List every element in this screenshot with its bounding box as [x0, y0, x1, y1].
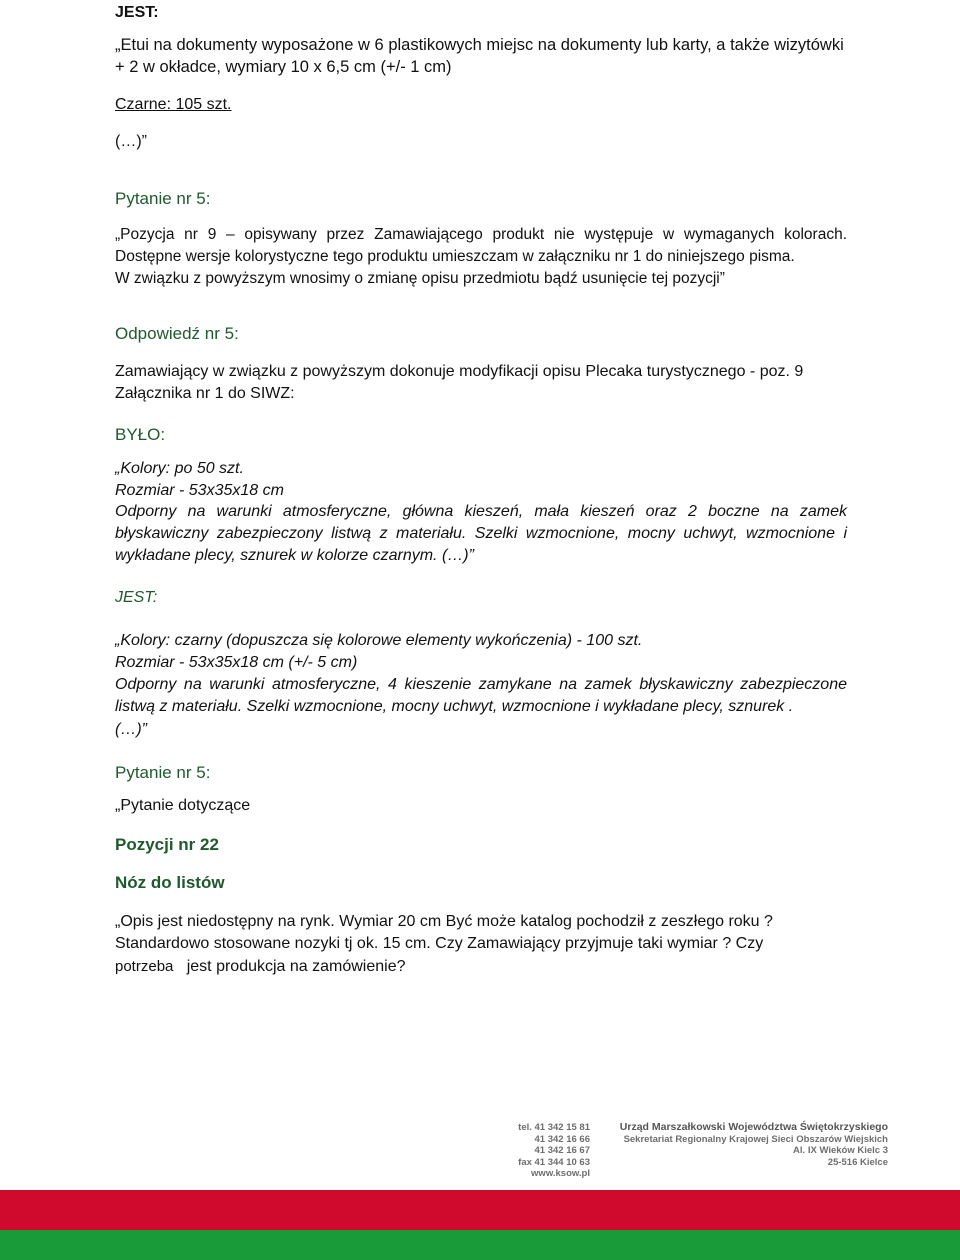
- jest-heading: JEST:: [115, 589, 158, 606]
- question-5b-body-2: Standardowo stosowane nozyki tj ok. 15 cm. Czy Zamawiający przyjmuje taki wymiar ? Czy: [115, 935, 764, 952]
- question-5b-item: Nóz do listów: [115, 873, 225, 892]
- jest-line-3: Odporny na warunki atmosferyczne, 4 kieszenie zamykane na zamek błyskawiczny zabezpieczone listwą z materiału. Szelki wzmocnione, mocny uchwyt, wzmocnione i wykładane plecy, sznurek .: [115, 676, 847, 715]
- top-color-line: Czarne: 105 szt.: [115, 96, 232, 113]
- bylo-line-3: Odporny na warunki atmosferyczne, główna kieszeń, mała kieszeń oraz 2 boczne na zamek błyskawiczny zabezpieczony listwą z materiału. Szelki wzmocnione, mocny uchwyt, wzmocnione i wykładane plecy, sznurek w kolorze czarnym. (…)”: [115, 503, 847, 564]
- jest-line-1: „Kolory: czarny (dopuszcza się kolorowe elementy wykończenia) - 100 szt.: [115, 632, 643, 649]
- bylo-line-2: Rozmiar - 53x35x18 cm: [115, 482, 284, 499]
- footer-website: www.ksow.pl: [531, 1168, 590, 1179]
- footer-green-bar: [0, 1230, 960, 1260]
- bylo-line-1: „Kolory: po 50 szt.: [115, 460, 244, 477]
- footer-office: [612, 1122, 888, 1168]
- question-5b-heading: Pytanie nr 5:: [115, 763, 211, 782]
- question-5-body-2: W związku z powyższym wnosimy o zmianę opisu przedmiotu bądź usunięcie tej pozycji”: [115, 270, 725, 287]
- question-5-heading: Pytanie nr 5:: [115, 189, 211, 208]
- question-5b-intro: „Pytanie dotyczące: [115, 797, 251, 814]
- answer-5-intro: Zamawiający w związku z powyższym dokonuje modyfikacji opisu Plecaka turystycznego - poz. 9 Załącznika nr 1 do SIWZ:: [115, 363, 804, 402]
- top-ellipsis: (…)”: [115, 133, 147, 150]
- jest-heading-top: JEST:: [115, 4, 159, 21]
- footer-tel-2: 41 342 16 66: [534, 1133, 590, 1145]
- footer-tel-3: 41 342 16 67: [534, 1145, 590, 1156]
- jest-line-2: Rozmiar - 53x35x18 cm (+/- 5 cm): [115, 654, 358, 671]
- answer-5-heading: Odpowiedź nr 5:: [115, 324, 239, 343]
- footer-red-bar: [0, 1190, 960, 1230]
- question-5b-body-1: „Opis jest niedostępny na rynk. Wymiar 20 cm Być może katalog pochodził z zeszłego roku ?: [115, 913, 773, 930]
- question-5-body-1: „Pozycja nr 9 – opisywany przez Zamawiającego produkt nie występuje w wymaganych kolorach. Dostępne wersje kolorystyczne tego produktu umieszczam w załączniku nr 1 do niniejszego pisma.: [115, 226, 847, 265]
- question-5b-body-3b: jest produkcja na zamówienie?: [186, 958, 406, 975]
- footer-office-street: Al. IX Wieków Kielc 3: [793, 1145, 888, 1156]
- footer-tel-1: tel. 41 342 15 81: [518, 1122, 590, 1133]
- footer-office-city: 25-516 Kielce: [827, 1156, 888, 1168]
- top-quote: „Etui na dokumenty wyposażone w 6 plastikowych miejsc na dokumenty lub karty, a także wizytówki + 2 w okładce, wymiary 10 x 6,5 cm (+/- 1 cm): [115, 36, 844, 76]
- bylo-heading: BYŁO:: [115, 425, 166, 444]
- footer-fax: fax 41 344 10 63: [518, 1156, 590, 1168]
- question-5b-body-3a: potrzeba: [115, 958, 174, 975]
- question-5b-position: Pozycji nr 22: [115, 835, 219, 854]
- question-5b-body-3: [115, 956, 847, 978]
- footer-office-name: Urząd Marszałkowski Województwa Świętokrzyskiego: [619, 1121, 888, 1133]
- footer-office-secretariat: Sekretariat Regionalny Krajowej Sieci Obszarów Wiejskich: [623, 1133, 888, 1145]
- footer-contact: [500, 1122, 590, 1180]
- jest-ellipsis: (…)”: [115, 721, 147, 738]
